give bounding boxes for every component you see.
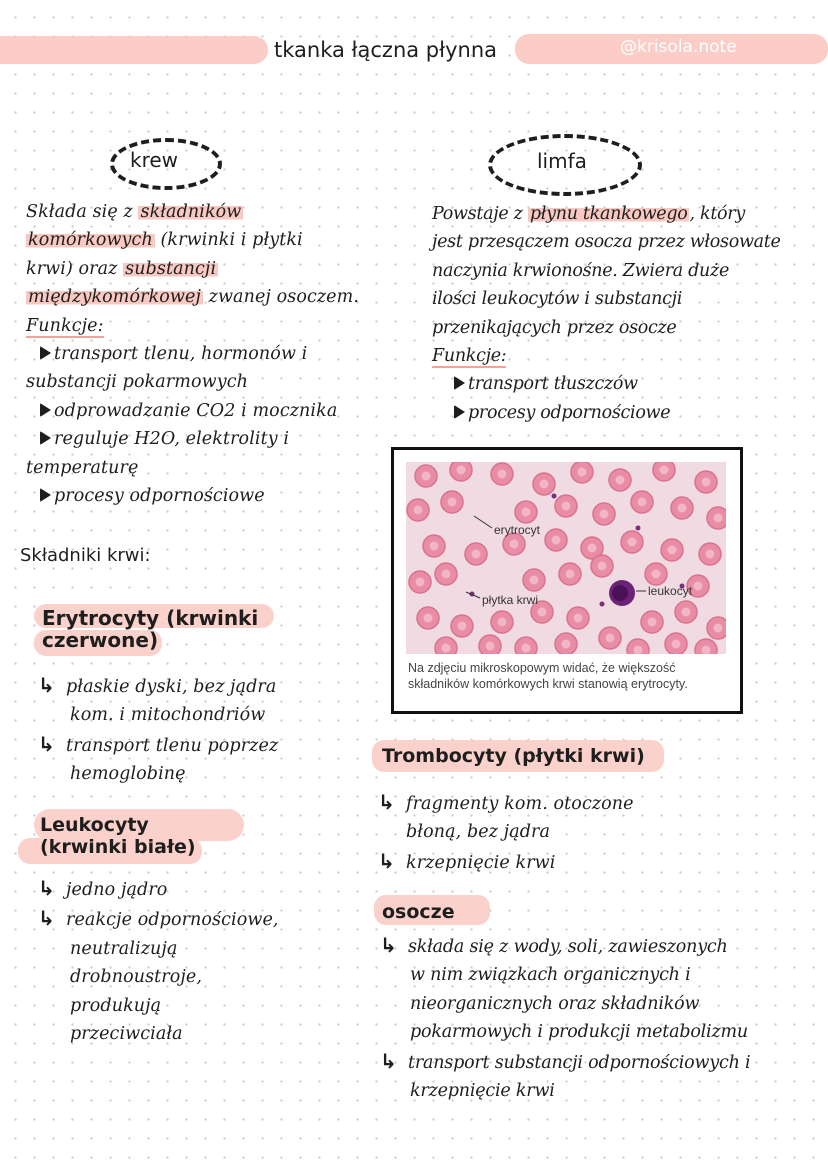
leukocyty-list xyxy=(38,874,398,1048)
bullet-triangle-icon xyxy=(40,403,51,417)
erythrocyte-center xyxy=(660,466,669,475)
erythrocyte-center xyxy=(448,498,457,507)
components-heading: Składniki krwi: xyxy=(20,545,151,566)
arrow-return-icon: ↳ xyxy=(380,1048,397,1073)
erythrocyte-center xyxy=(702,478,711,487)
krew-function-text: reguluje H2O, elektrolity i xyxy=(54,429,290,450)
krew-intro-h1: składników xyxy=(140,202,242,222)
erythrocyte-center xyxy=(472,550,481,559)
list-item: hemoglobinę xyxy=(70,764,186,785)
arrow-return-icon: ↳ xyxy=(378,790,395,814)
limfa-intro-p1: Powstaje z xyxy=(432,204,528,224)
leukocyty-title xyxy=(40,814,196,858)
erythrocyte-center xyxy=(588,544,597,553)
erythrocyte-center xyxy=(522,508,531,517)
krew-intro xyxy=(26,198,396,510)
list-item: składa się z wody, soli, zawieszonych xyxy=(408,937,728,957)
trombocyty-title: Trombocyty (płytki krwi) xyxy=(382,745,645,767)
erythrocyte-center xyxy=(458,622,467,631)
erythrocyte-center xyxy=(628,538,637,547)
list-item: neutralizują xyxy=(70,938,178,959)
erytrocyty-title-line: Erytrocyty (krwinki xyxy=(42,606,259,630)
bullet-triangle-icon xyxy=(454,405,465,419)
platelet-dot xyxy=(636,526,641,531)
limfa-function-text: procesy odpornościowe xyxy=(468,402,671,423)
erythrocyte-center xyxy=(430,542,439,551)
krew-intro-h3: substancji xyxy=(125,258,217,279)
title-highlight-left xyxy=(0,36,268,64)
erythrocyte-center xyxy=(442,644,451,653)
erythrocyte-center xyxy=(562,502,571,511)
limfa-intro-line: naczynia krwionośne. Zwiera duże xyxy=(432,260,730,281)
microscope-photo xyxy=(391,447,743,714)
limfa-function-text: transport tłuszczów xyxy=(468,374,638,395)
list-item: płaskie dyski, bez jądra xyxy=(66,677,277,697)
list-item: transport tlenu poprzez xyxy=(66,735,279,756)
list-item: błoną, bez jądra xyxy=(406,822,551,843)
erythrocyte-center xyxy=(598,562,607,571)
list-item: przeciwciała xyxy=(70,1024,183,1045)
erythrocyte-center xyxy=(424,614,433,623)
krew-function-text: temperaturę xyxy=(26,457,139,478)
erythrocyte-center xyxy=(714,514,723,523)
arrow-return-icon: ↳ xyxy=(38,906,55,931)
erythrocyte-center xyxy=(422,472,431,481)
osocze-title: osocze xyxy=(382,901,455,923)
bullet-triangle-icon xyxy=(454,376,465,390)
erythrocyte-center xyxy=(540,480,549,489)
arrow-return-icon: ↳ xyxy=(380,933,397,957)
krew-label: krew xyxy=(130,148,179,172)
limfa-intro xyxy=(432,200,826,427)
limfa-intro-p2: , który xyxy=(689,204,745,224)
krew-function-text: procesy odpornościowe xyxy=(54,486,265,507)
photo-caption xyxy=(408,660,728,692)
bullet-triangle-icon xyxy=(40,346,51,360)
arrow-return-icon: ↳ xyxy=(38,876,55,900)
erythrocyte-center xyxy=(498,470,507,479)
krew-intro-p4: zwanej osoczem. xyxy=(203,287,359,308)
krew-functions-label: Funkcje: xyxy=(26,315,104,336)
erytrocyty-title-line: czerwone) xyxy=(42,628,159,652)
erytrocyty-title xyxy=(42,607,258,651)
erythrocyte-center xyxy=(606,634,615,643)
limfa-label: limfa xyxy=(537,149,587,173)
list-item: krzepnięcie krwi xyxy=(406,852,556,873)
page-title: tkanka łączna płynna xyxy=(274,38,498,62)
list-item: fragmenty kom. otoczone xyxy=(406,794,634,814)
krew-intro-p3: krwi) oraz xyxy=(26,258,124,279)
krew-intro-h4: międzykomórkowej xyxy=(28,287,201,308)
krew-intro-h2: komórkowych xyxy=(28,230,153,251)
krew-function-text: transport tlenu, hormonów i xyxy=(54,344,308,365)
krew-function-text: odprowadzanie CO2 i mocznika xyxy=(54,400,338,421)
list-item: kom. i mitochondriów xyxy=(70,705,266,726)
erythrocyte-center xyxy=(522,644,531,653)
erythrocyte-center xyxy=(566,570,575,579)
erytrocyty-list xyxy=(38,671,398,789)
list-item: drobnoustroje, xyxy=(70,967,203,988)
blood-smear-image xyxy=(406,462,726,654)
erythrocyte-center xyxy=(510,540,519,549)
arrow-return-icon: ↳ xyxy=(378,848,395,873)
erythrocyte-center xyxy=(414,506,423,515)
list-item: jedno jądro xyxy=(66,880,168,900)
erythrocyte-center xyxy=(574,614,583,623)
limfa-intro-h1: płynu tkankowego xyxy=(529,204,688,224)
limfa-functions-label: Funkcje: xyxy=(432,346,507,367)
erythrocyte-center xyxy=(486,642,495,651)
label-plytka: płytka krwi xyxy=(482,593,539,607)
erythrocyte-center xyxy=(498,618,507,627)
erythrocyte-center xyxy=(678,504,687,513)
erythrocyte-center xyxy=(694,582,703,591)
erythrocyte-center xyxy=(530,576,539,585)
leukocyty-title-line: (krwinki białe) xyxy=(40,836,196,858)
list-item: w nim związkach organicznych i xyxy=(410,965,691,986)
limfa-intro-line: ilości leukocytów i substancji xyxy=(432,289,682,310)
erythrocyte-center xyxy=(562,640,571,649)
erythrocyte-center xyxy=(668,546,677,555)
erythrocyte-center xyxy=(538,608,547,617)
watermark: @krisola.note xyxy=(620,37,737,57)
erythrocyte-center xyxy=(638,498,647,507)
erythrocyte-center xyxy=(672,640,681,649)
erythrocyte-center xyxy=(600,510,609,519)
leukocyte-nucleus xyxy=(612,585,628,601)
erythrocyte-center xyxy=(457,466,466,475)
trombocyty-list xyxy=(378,788,798,877)
osocze-list xyxy=(380,931,820,1105)
erythrocyte-center xyxy=(578,468,587,477)
list-item: krzepnięcie krwi xyxy=(410,1081,555,1102)
label-erytrocyt: erytrocyt xyxy=(494,523,541,537)
erythrocyte-center xyxy=(652,570,661,579)
erythrocyte-center xyxy=(682,608,691,617)
krew-intro-p1: Składa się z xyxy=(26,202,139,222)
leukocyty-title-line: Leukocyty xyxy=(40,814,149,836)
arrow-return-icon: ↳ xyxy=(38,673,55,697)
erythrocyte-center xyxy=(706,550,715,559)
erythrocyte-center xyxy=(714,624,723,633)
krew-function-text: substancji pokarmowych xyxy=(26,372,248,393)
limfa-intro-line: jest przesączem osocza przez włosowate xyxy=(432,232,781,253)
erythrocyte-center xyxy=(442,570,451,579)
list-item: transport substancji odpornościowych i xyxy=(408,1052,751,1073)
list-item: nieorganicznych oraz składników xyxy=(410,993,700,1014)
krew-intro-p2: (krwinki i płytki xyxy=(154,230,303,251)
arrow-return-icon: ↳ xyxy=(38,731,55,756)
bullet-triangle-icon xyxy=(40,431,51,445)
erythrocyte-center xyxy=(648,618,657,627)
list-item: produkują xyxy=(70,995,162,1016)
caption-line: składników komórkowych krwi stanowią erytrocyty. xyxy=(408,677,688,691)
erythrocyte-center xyxy=(416,578,425,587)
label-leukocyt: leukocyt xyxy=(648,584,693,598)
caption-line: Na zdjęciu mikroskopowym widać, że większość xyxy=(408,661,676,675)
limfa-intro-line: przenikających przez osocze xyxy=(432,317,677,338)
erythrocyte-center xyxy=(552,536,561,545)
list-item: pokarmowych i produkcji metabolizmu xyxy=(410,1022,748,1043)
list-item: reakcje odpornościowe, xyxy=(66,910,279,931)
erythrocyte-center xyxy=(616,476,625,485)
bullet-triangle-icon xyxy=(40,488,51,502)
platelet-dot xyxy=(552,494,557,499)
platelet-dot xyxy=(600,602,605,607)
